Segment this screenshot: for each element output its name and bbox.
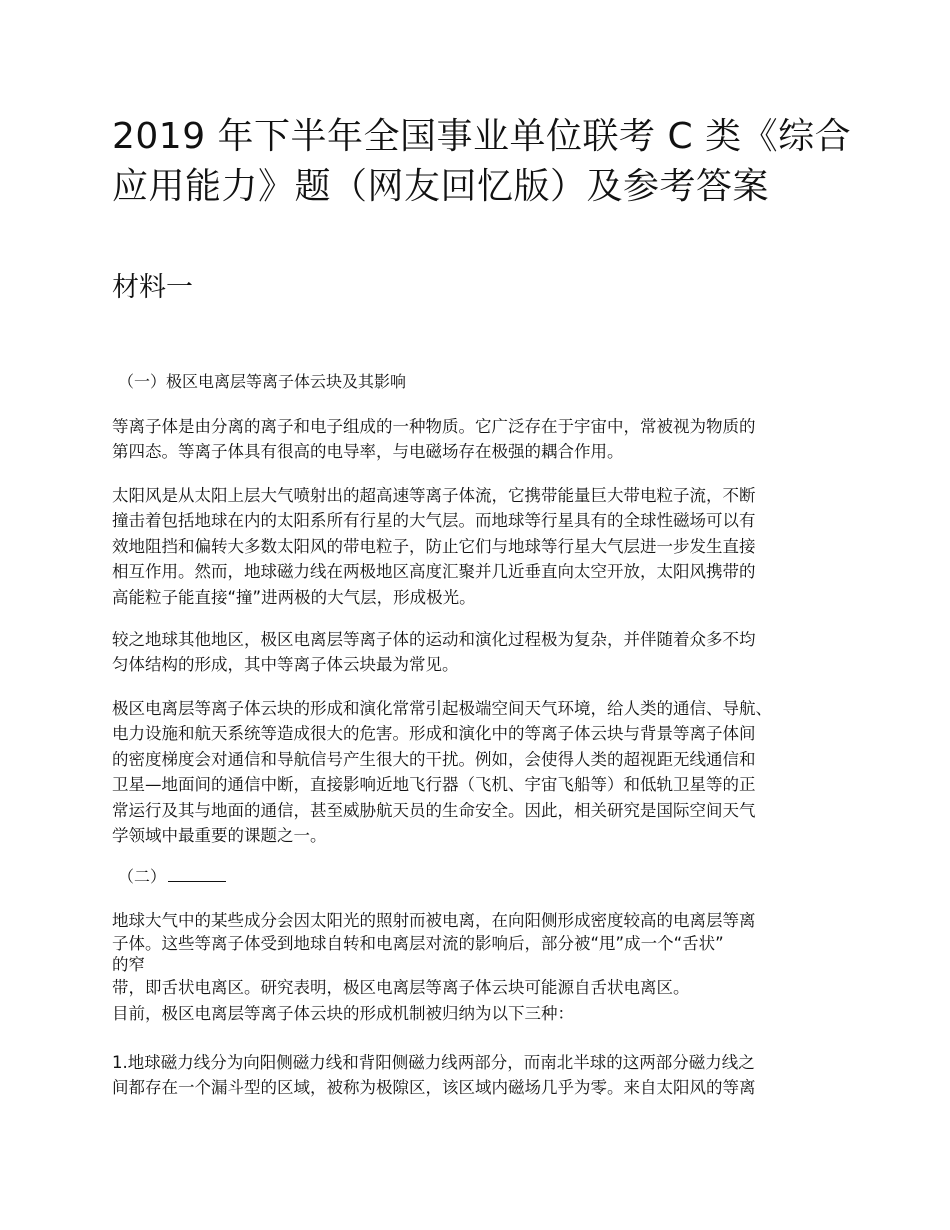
section-heading: 材料一 (112, 272, 193, 303)
text-line: 学领域中最重要的课题之一。 (112, 826, 327, 846)
paragraph-5 (112, 908, 852, 1026)
text-line: 电力设施和航天系统等造成很大的危害。形成和演化中的等离子体云块与背景等离子体间 (112, 724, 756, 744)
text-line: 效地阻挡和偏转大多数太阳风的带电粒子，防止它们与地球等行星大气层进一步发生直接 (112, 536, 756, 556)
text-line: 极区电离层等离子体云块的形成和演化常常引起极端空间天气环境，给人类的通信、导航、 (112, 699, 772, 718)
text-line: 间都存在一个漏斗型的区域，被称为极隙区，该区域内磁场几乎为零。来自太阳风的等离 (112, 1078, 756, 1098)
text-line: 子体。这些等离子体受到地球自转和电离层对流的影响后，部分被“甩”成一个“舌状” (112, 934, 724, 954)
text-line: 太阳风是从太阳上层大气喷射出的超高速等离子体流，它携带能量巨大带电粒子流，不断 (112, 486, 756, 505)
document-title (112, 112, 852, 212)
paragraph-2 (112, 483, 852, 610)
subsection-label: （二） (118, 867, 167, 886)
text-line: 相互作用。然而，地球磁力线在两极地区高度汇聚并几近垂直向太空开放，太阳风携带的 (112, 562, 756, 582)
text-line: 高能粒子能直接“撞”进两极的大气层，形成极光。 (112, 587, 476, 607)
paragraph-1 (112, 414, 852, 465)
text-line: 第四态。等离子体具有很高的电导率，与电磁场存在极强的耦合作用。 (112, 442, 624, 462)
text-line: 地球大气中的某些成分会因太阳光的照射而被电离，在向阳侧形成密度较高的电离层等离 (112, 911, 756, 930)
fill-in-blank (168, 864, 226, 882)
text-line: 撞击着包括地球在内的太阳系所有行星的大气层。而地球等行星具有的全球性磁场可以有 (112, 511, 756, 531)
paragraph-6 (112, 1050, 852, 1101)
text-line: 较之地球其他地区，极区电离层等离子体的运动和演化过程极为复杂，并伴随着众多不均 (112, 630, 756, 649)
text-line: 的密度梯度会对通信和导航信号产生很大的干扰。例如，会使得人类的超视距无线通信和 (112, 749, 756, 769)
text-line: 的窄 (112, 955, 145, 975)
text-line: 带，即舌状电离区。研究表明，极区电离层等离子体云块可能源自舌状电离区。 (112, 978, 690, 998)
text-line: 1.地球磁力线分为向阳侧磁力线和背阳侧磁力线两部分，而南北半球的这两部分磁力线之 (112, 1053, 755, 1072)
title-line: 应用能力》题（网友回忆版）及参考答案 (112, 166, 770, 207)
text-line: 卫星—地面间的通信中断，直接影响近地飞行器（飞机、宇宙飞船等）和低轨卫星等的正 (112, 775, 756, 795)
paragraph-4 (112, 696, 852, 848)
text-line: 常运行及其与地面的通信，甚至威胁航天员的生命安全。因此，相关研究是国际空间天气 (112, 800, 756, 820)
text-line: 等离子体是由分离的离子和电子组成的一种物质。它广泛存在于宇宙中，常被视为物质的 (112, 417, 756, 436)
paragraph-3 (112, 627, 852, 678)
text-line: 目前，极区电离层等离子体云块的形成机制被归纳为以下三种： (112, 1003, 574, 1023)
subsection-heading-2 (118, 864, 226, 889)
subsection-heading-1: （一）极区电离层等离子体云块及其影响 (118, 372, 407, 391)
text-line: 匀体结构的形成，其中等离子体云块最为常见。 (112, 655, 459, 675)
title-line: 2019 年下半年全国事业单位联考 C 类《综合 (112, 116, 852, 157)
